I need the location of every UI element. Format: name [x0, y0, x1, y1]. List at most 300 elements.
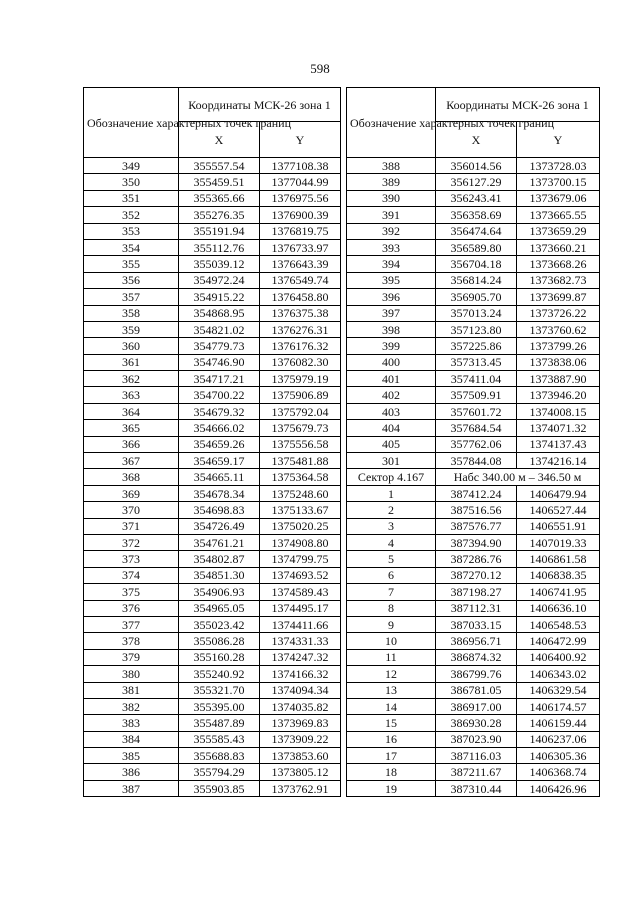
y-coordinate-cell: 1373700.15 — [517, 174, 600, 190]
table-row — [347, 289, 600, 305]
x-coordinate-cell: 357684.54 — [436, 420, 517, 436]
x-coordinate-cell: 387394.90 — [436, 534, 517, 550]
table-row — [347, 453, 600, 469]
table-row — [347, 174, 600, 190]
point-id-cell: 359 — [84, 321, 179, 337]
y-coordinate-cell: 1376819.75 — [260, 223, 341, 239]
table-row — [347, 354, 600, 370]
table-row — [347, 272, 600, 288]
point-id-cell: 390 — [347, 190, 436, 206]
x-coordinate-cell: 354665.11 — [179, 469, 260, 485]
table-row — [84, 518, 341, 534]
point-id-cell: 16 — [347, 731, 436, 747]
y-coordinate-cell: 1375133.67 — [260, 502, 341, 518]
table-row — [84, 502, 341, 518]
x-coordinate-cell: 357601.72 — [436, 403, 517, 419]
table-row — [84, 403, 341, 419]
table-row — [84, 748, 341, 764]
table-row — [84, 158, 341, 174]
point-id-cell: 3 — [347, 518, 436, 534]
point-id-cell: 6 — [347, 567, 436, 583]
header-point-designation: Обозначение характерных точек границ — [84, 88, 179, 158]
x-coordinate-cell: 355794.29 — [179, 764, 260, 780]
y-coordinate-cell: 1375792.04 — [260, 403, 341, 419]
x-coordinate-cell: 355395.00 — [179, 698, 260, 714]
point-id-cell: 1 — [347, 485, 436, 501]
x-coordinate-cell: 357509.91 — [436, 387, 517, 403]
point-id-cell: 350 — [84, 174, 179, 190]
y-coordinate-cell: 1374693.52 — [260, 567, 341, 583]
y-coordinate-cell: 1406426.96 — [517, 780, 600, 796]
table-row — [347, 387, 600, 403]
table-row — [347, 321, 600, 337]
table-row — [347, 666, 600, 682]
y-coordinate-cell: 1373668.26 — [517, 256, 600, 272]
x-coordinate-cell: 355459.51 — [179, 174, 260, 190]
x-coordinate-cell: 357013.24 — [436, 305, 517, 321]
page-number: 598 — [310, 61, 330, 76]
x-coordinate-cell: 356243.41 — [436, 190, 517, 206]
point-id-cell: 370 — [84, 502, 179, 518]
point-id-cell: 372 — [84, 534, 179, 550]
x-coordinate-cell: 387270.12 — [436, 567, 517, 583]
x-coordinate-cell: 355557.54 — [179, 158, 260, 174]
x-coordinate-cell: 354906.93 — [179, 584, 260, 600]
x-coordinate-cell: 355585.43 — [179, 731, 260, 747]
x-coordinate-cell: 386781.05 — [436, 682, 517, 698]
y-coordinate-cell: 1375979.19 — [260, 371, 341, 387]
table-row — [347, 223, 600, 239]
y-coordinate-cell: 1373726.22 — [517, 305, 600, 321]
y-coordinate-cell: 1376458.80 — [260, 289, 341, 305]
table-row — [347, 436, 600, 452]
x-coordinate-cell: 386799.76 — [436, 666, 517, 682]
point-id-cell: 400 — [347, 354, 436, 370]
table-row — [347, 190, 600, 206]
point-id-cell: 14 — [347, 698, 436, 714]
point-id-cell: 401 — [347, 371, 436, 387]
table-row — [347, 600, 600, 616]
x-coordinate-cell: 354679.32 — [179, 403, 260, 419]
y-coordinate-cell: 1375248.60 — [260, 485, 341, 501]
table-row — [84, 223, 341, 239]
point-id-cell: 405 — [347, 436, 436, 452]
point-id-cell: 356 — [84, 272, 179, 288]
x-coordinate-cell: 387116.03 — [436, 748, 517, 764]
y-coordinate-cell: 1374589.43 — [260, 584, 341, 600]
x-coordinate-cell: 354821.02 — [179, 321, 260, 337]
y-coordinate-cell: 1373699.87 — [517, 289, 600, 305]
header-x: X — [179, 122, 260, 158]
x-coordinate-cell: 354746.90 — [179, 354, 260, 370]
y-coordinate-cell: 1373887.90 — [517, 371, 600, 387]
point-id-cell: 392 — [347, 223, 436, 239]
table-row — [347, 551, 600, 567]
y-coordinate-cell: 1373679.06 — [517, 190, 600, 206]
point-id-cell: 398 — [347, 321, 436, 337]
point-id-cell: 394 — [347, 256, 436, 272]
x-coordinate-cell: 355365.66 — [179, 190, 260, 206]
point-id-cell: 301 — [347, 453, 436, 469]
point-id-cell: 378 — [84, 633, 179, 649]
y-coordinate-cell: 1375481.88 — [260, 453, 341, 469]
x-coordinate-cell: 355240.92 — [179, 666, 260, 682]
table-row — [84, 371, 341, 387]
point-id-cell: 355 — [84, 256, 179, 272]
table-row — [84, 534, 341, 550]
point-id-cell: 386 — [84, 764, 179, 780]
point-id-cell: 15 — [347, 715, 436, 731]
table-body-right — [347, 158, 600, 797]
point-id-cell: 8 — [347, 600, 436, 616]
table-row — [84, 420, 341, 436]
table-row — [84, 174, 341, 190]
table-row — [84, 272, 341, 288]
x-coordinate-cell: 357123.80 — [436, 321, 517, 337]
table-row — [84, 731, 341, 747]
x-coordinate-cell: 354678.34 — [179, 485, 260, 501]
x-coordinate-cell: 387112.31 — [436, 600, 517, 616]
point-id-cell: 358 — [84, 305, 179, 321]
table-row — [84, 321, 341, 337]
table-row — [84, 666, 341, 682]
x-coordinate-cell: 387198.27 — [436, 584, 517, 600]
point-id-cell: 352 — [84, 207, 179, 223]
y-coordinate-cell: 1406400.92 — [517, 649, 600, 665]
x-coordinate-cell: 354700.22 — [179, 387, 260, 403]
y-coordinate-cell: 1373665.55 — [517, 207, 600, 223]
y-coordinate-cell: 1373762.91 — [260, 780, 341, 796]
y-coordinate-cell: 1406838.35 — [517, 567, 600, 583]
header-y: Y — [260, 122, 341, 158]
x-coordinate-cell: 355112.76 — [179, 239, 260, 255]
x-coordinate-cell: 386874.32 — [436, 649, 517, 665]
x-coordinate-cell: 354726.49 — [179, 518, 260, 534]
y-coordinate-cell: 1376276.31 — [260, 321, 341, 337]
x-coordinate-cell: 387023.90 — [436, 731, 517, 747]
y-coordinate-cell: 1374137.43 — [517, 436, 600, 452]
y-coordinate-cell: 1374411.66 — [260, 616, 341, 632]
point-id-cell: 381 — [84, 682, 179, 698]
table-row — [347, 584, 600, 600]
point-id-cell: 396 — [347, 289, 436, 305]
coordinates-table-left — [83, 87, 341, 797]
table-row — [347, 764, 600, 780]
x-coordinate-cell: 355903.85 — [179, 780, 260, 796]
x-coordinate-cell: 356358.69 — [436, 207, 517, 223]
header-point-designation: Обозначение характерных точек границ — [347, 88, 436, 158]
y-coordinate-cell: 1374799.75 — [260, 551, 341, 567]
x-coordinate-cell: 387211.67 — [436, 764, 517, 780]
y-coordinate-cell: 1373838.06 — [517, 354, 600, 370]
table-row — [347, 371, 600, 387]
y-coordinate-cell: 1375364.58 — [260, 469, 341, 485]
x-coordinate-cell: 357411.04 — [436, 371, 517, 387]
point-id-cell: 373 — [84, 551, 179, 567]
point-id-cell: 13 — [347, 682, 436, 698]
table-row — [347, 502, 600, 518]
x-coordinate-cell: 386930.28 — [436, 715, 517, 731]
point-id-cell: 7 — [347, 584, 436, 600]
x-coordinate-cell: 357762.06 — [436, 436, 517, 452]
coordinates-table-right — [346, 87, 600, 797]
point-id-cell: 11 — [347, 649, 436, 665]
point-id-cell: 389 — [347, 174, 436, 190]
point-id-cell: 383 — [84, 715, 179, 731]
x-coordinate-cell: 357844.08 — [436, 453, 517, 469]
x-coordinate-cell: 355487.89 — [179, 715, 260, 731]
table-row — [347, 731, 600, 747]
table-row — [347, 567, 600, 583]
table-row — [347, 485, 600, 501]
x-coordinate-cell: 354698.83 — [179, 502, 260, 518]
section-name-cell: Сектор 4.167 — [347, 469, 436, 485]
table-row — [84, 436, 341, 452]
y-coordinate-cell: 1406305.36 — [517, 748, 600, 764]
x-coordinate-cell: 356014.56 — [436, 158, 517, 174]
y-coordinate-cell: 1407019.33 — [517, 534, 600, 550]
table-row — [84, 551, 341, 567]
table-row — [347, 748, 600, 764]
table-row — [84, 649, 341, 665]
x-coordinate-cell: 387033.15 — [436, 616, 517, 632]
table-row — [347, 420, 600, 436]
table-row — [347, 207, 600, 223]
y-coordinate-cell: 1373728.03 — [517, 158, 600, 174]
y-coordinate-cell: 1406237.06 — [517, 731, 600, 747]
point-id-cell: 380 — [84, 666, 179, 682]
table-row — [84, 715, 341, 731]
table-row — [84, 305, 341, 321]
table-row — [84, 780, 341, 796]
y-coordinate-cell: 1374216.14 — [517, 453, 600, 469]
point-id-cell: 393 — [347, 239, 436, 255]
header-x: X — [436, 122, 517, 158]
point-id-cell: 391 — [347, 207, 436, 223]
y-coordinate-cell: 1406368.74 — [517, 764, 600, 780]
x-coordinate-cell: 357225.86 — [436, 338, 517, 354]
table-body-left — [84, 158, 341, 797]
y-coordinate-cell: 1373682.73 — [517, 272, 600, 288]
table-row — [84, 190, 341, 206]
table-row — [347, 715, 600, 731]
table-row — [84, 387, 341, 403]
point-id-cell: 404 — [347, 420, 436, 436]
point-id-cell: 17 — [347, 748, 436, 764]
point-id-cell: 384 — [84, 731, 179, 747]
y-coordinate-cell: 1373946.20 — [517, 387, 600, 403]
header-coordinates: Координаты МСК-26 зона 1 — [179, 88, 341, 122]
table-row — [84, 289, 341, 305]
point-id-cell: 402 — [347, 387, 436, 403]
x-coordinate-cell: 355191.94 — [179, 223, 260, 239]
x-coordinate-cell: 354717.21 — [179, 371, 260, 387]
y-coordinate-cell: 1376549.74 — [260, 272, 341, 288]
table-row — [84, 256, 341, 272]
y-coordinate-cell: 1406159.44 — [517, 715, 600, 731]
table-row — [84, 567, 341, 583]
y-coordinate-cell: 1375906.89 — [260, 387, 341, 403]
point-id-cell: 18 — [347, 764, 436, 780]
point-id-cell: 19 — [347, 780, 436, 796]
x-coordinate-cell: 354666.02 — [179, 420, 260, 436]
point-id-cell: 388 — [347, 158, 436, 174]
y-coordinate-cell: 1373853.60 — [260, 748, 341, 764]
point-id-cell: 385 — [84, 748, 179, 764]
x-coordinate-cell: 356704.18 — [436, 256, 517, 272]
x-coordinate-cell: 387576.77 — [436, 518, 517, 534]
y-coordinate-cell: 1375679.73 — [260, 420, 341, 436]
table-row — [347, 518, 600, 534]
header-coordinates: Координаты МСК-26 зона 1 — [436, 88, 600, 122]
section-range-cell: Набс 340.00 м – 346.50 м — [436, 469, 600, 485]
section-row — [347, 469, 600, 485]
table-row — [347, 305, 600, 321]
table-row — [84, 338, 341, 354]
point-id-cell: 379 — [84, 649, 179, 665]
x-coordinate-cell: 355160.28 — [179, 649, 260, 665]
x-coordinate-cell: 387412.24 — [436, 485, 517, 501]
y-coordinate-cell: 1375556.58 — [260, 436, 341, 452]
point-id-cell: 374 — [84, 567, 179, 583]
point-id-cell: 12 — [347, 666, 436, 682]
x-coordinate-cell: 355688.83 — [179, 748, 260, 764]
point-id-cell: 5 — [347, 551, 436, 567]
table-row — [84, 354, 341, 370]
point-id-cell: 368 — [84, 469, 179, 485]
y-coordinate-cell: 1406861.58 — [517, 551, 600, 567]
y-coordinate-cell: 1376176.32 — [260, 338, 341, 354]
x-coordinate-cell: 387310.44 — [436, 780, 517, 796]
x-coordinate-cell: 355086.28 — [179, 633, 260, 649]
table-row — [347, 616, 600, 632]
x-coordinate-cell: 355276.35 — [179, 207, 260, 223]
point-id-cell: 363 — [84, 387, 179, 403]
y-coordinate-cell: 1377044.99 — [260, 174, 341, 190]
x-coordinate-cell: 356474.64 — [436, 223, 517, 239]
table-row — [347, 403, 600, 419]
y-coordinate-cell: 1406174.57 — [517, 698, 600, 714]
y-coordinate-cell: 1374035.82 — [260, 698, 341, 714]
point-id-cell: 357 — [84, 289, 179, 305]
y-coordinate-cell: 1373799.26 — [517, 338, 600, 354]
table-row — [347, 256, 600, 272]
y-coordinate-cell: 1373760.62 — [517, 321, 600, 337]
x-coordinate-cell: 354779.73 — [179, 338, 260, 354]
table-row — [84, 239, 341, 255]
point-id-cell: 360 — [84, 338, 179, 354]
x-coordinate-cell: 357313.45 — [436, 354, 517, 370]
y-coordinate-cell: 1373909.22 — [260, 731, 341, 747]
point-id-cell: 377 — [84, 616, 179, 632]
y-coordinate-cell: 1376375.38 — [260, 305, 341, 321]
table-row — [347, 338, 600, 354]
point-id-cell: 369 — [84, 485, 179, 501]
table-row — [84, 682, 341, 698]
y-coordinate-cell: 1406527.44 — [517, 502, 600, 518]
point-id-cell: 353 — [84, 223, 179, 239]
table-row — [347, 682, 600, 698]
table-row — [84, 616, 341, 632]
point-id-cell: 364 — [84, 403, 179, 419]
y-coordinate-cell: 1374495.17 — [260, 600, 341, 616]
x-coordinate-cell: 354659.26 — [179, 436, 260, 452]
x-coordinate-cell: 354868.95 — [179, 305, 260, 321]
table-row — [84, 485, 341, 501]
x-coordinate-cell: 386917.00 — [436, 698, 517, 714]
y-coordinate-cell: 1406551.91 — [517, 518, 600, 534]
x-coordinate-cell: 354802.87 — [179, 551, 260, 567]
header-y: Y — [517, 122, 600, 158]
point-id-cell: 376 — [84, 600, 179, 616]
y-coordinate-cell: 1377108.38 — [260, 158, 341, 174]
table-row — [347, 633, 600, 649]
y-coordinate-cell: 1374094.34 — [260, 682, 341, 698]
y-coordinate-cell: 1406472.99 — [517, 633, 600, 649]
point-id-cell: 361 — [84, 354, 179, 370]
point-id-cell: 371 — [84, 518, 179, 534]
y-coordinate-cell: 1373969.83 — [260, 715, 341, 731]
y-coordinate-cell: 1373660.21 — [517, 239, 600, 255]
point-id-cell: 366 — [84, 436, 179, 452]
y-coordinate-cell: 1374071.32 — [517, 420, 600, 436]
x-coordinate-cell: 354659.17 — [179, 453, 260, 469]
table-row — [84, 764, 341, 780]
point-id-cell: 403 — [347, 403, 436, 419]
table-row — [84, 633, 341, 649]
point-id-cell: 10 — [347, 633, 436, 649]
x-coordinate-cell: 354851.30 — [179, 567, 260, 583]
point-id-cell: 2 — [347, 502, 436, 518]
x-coordinate-cell: 354972.24 — [179, 272, 260, 288]
table-row — [347, 158, 600, 174]
x-coordinate-cell: 356814.24 — [436, 272, 517, 288]
y-coordinate-cell: 1374331.33 — [260, 633, 341, 649]
y-coordinate-cell: 1376900.39 — [260, 207, 341, 223]
x-coordinate-cell: 387286.76 — [436, 551, 517, 567]
y-coordinate-cell: 1406329.54 — [517, 682, 600, 698]
x-coordinate-cell: 354965.05 — [179, 600, 260, 616]
y-coordinate-cell: 1406741.95 — [517, 584, 600, 600]
table-row — [347, 239, 600, 255]
point-id-cell: 375 — [84, 584, 179, 600]
y-coordinate-cell: 1375020.25 — [260, 518, 341, 534]
table-row — [347, 780, 600, 796]
point-id-cell: 351 — [84, 190, 179, 206]
y-coordinate-cell: 1406636.10 — [517, 600, 600, 616]
point-id-cell: 4 — [347, 534, 436, 550]
point-id-cell: 367 — [84, 453, 179, 469]
y-coordinate-cell: 1406343.02 — [517, 666, 600, 682]
point-id-cell: 9 — [347, 616, 436, 632]
table-row — [84, 584, 341, 600]
y-coordinate-cell: 1406548.53 — [517, 616, 600, 632]
y-coordinate-cell: 1374008.15 — [517, 403, 600, 419]
x-coordinate-cell: 355321.70 — [179, 682, 260, 698]
y-coordinate-cell: 1374166.32 — [260, 666, 341, 682]
table-row — [84, 469, 341, 485]
x-coordinate-cell: 355023.42 — [179, 616, 260, 632]
point-id-cell: 399 — [347, 338, 436, 354]
point-id-cell: 365 — [84, 420, 179, 436]
y-coordinate-cell: 1376082.30 — [260, 354, 341, 370]
table-row — [347, 534, 600, 550]
table-row — [84, 698, 341, 714]
x-coordinate-cell: 355039.12 — [179, 256, 260, 272]
point-id-cell: 397 — [347, 305, 436, 321]
point-id-cell: 362 — [84, 371, 179, 387]
table-row — [347, 698, 600, 714]
